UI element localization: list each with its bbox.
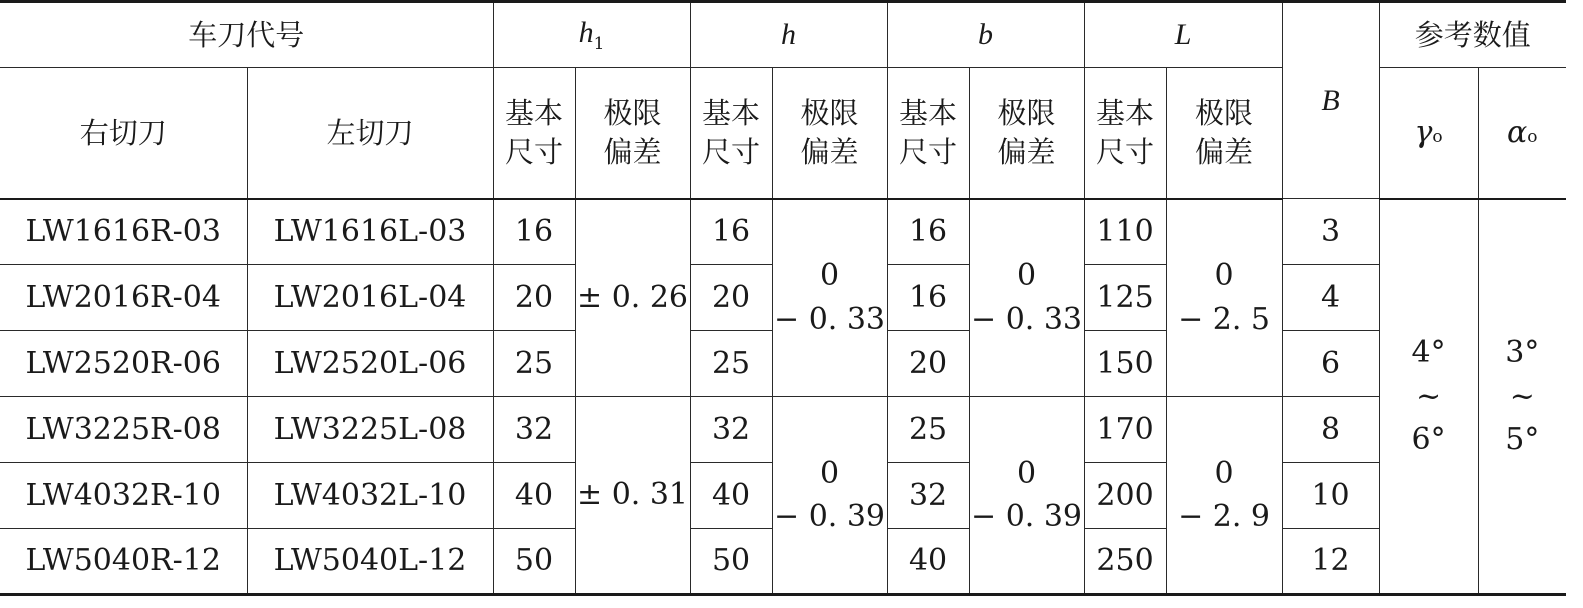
h1-symbol: h (578, 16, 594, 50)
h1-tolerance: ± 0. 26 (575, 199, 690, 397)
b-basic-value: 40 (887, 529, 969, 595)
right-cutter-code: LW2520R-06 (0, 331, 247, 397)
alpha-range: 3° ~ 5° (1478, 199, 1566, 595)
left-cutter-code: LW3225L-08 (247, 397, 493, 463)
header-B: B (1282, 2, 1379, 199)
header-L-limit: 极限 偏差 (1166, 68, 1282, 199)
header-alpha: αo (1478, 68, 1566, 199)
header-right-cutter: 右切刀 (0, 68, 247, 199)
L-basic-value: 250 (1084, 529, 1166, 595)
h1-basic-value: 32 (493, 397, 575, 463)
left-cutter-code: LW2520L-06 (247, 331, 493, 397)
header-gamma: γo (1379, 68, 1478, 199)
header-h1-basic: 基本 尺寸 (493, 68, 575, 199)
B-value: 6 (1282, 331, 1379, 397)
left-cutter-code: LW2016L-04 (247, 265, 493, 331)
L-basic-value: 170 (1084, 397, 1166, 463)
h1-basic-value: 16 (493, 199, 575, 265)
header-h1 (493, 2, 690, 68)
h-basic-value: 16 (690, 199, 772, 265)
L-tolerance: 0 − 2. 5 (1166, 199, 1282, 397)
gamma-range: 4° ~ 6° (1379, 199, 1478, 595)
right-cutter-code: LW5040R-12 (0, 529, 247, 595)
h-basic-value: 40 (690, 463, 772, 529)
h1-subscript: 1 (593, 34, 605, 55)
header-left-cutter: 左切刀 (247, 68, 493, 199)
left-cutter-code: LW4032L-10 (247, 463, 493, 529)
h-tolerance: 0 − 0. 33 (772, 199, 887, 397)
right-cutter-code: LW3225R-08 (0, 397, 247, 463)
table-row (0, 199, 1566, 265)
right-cutter-code: LW4032R-10 (0, 463, 247, 529)
left-cutter-code: LW5040L-12 (247, 529, 493, 595)
b-tolerance: 0 − 0. 33 (969, 199, 1084, 397)
header-reference: 参考数值 (1379, 2, 1566, 68)
B-value: 12 (1282, 529, 1379, 595)
left-cutter-code: LW1616L-03 (247, 199, 493, 265)
header-row-1 (0, 2, 1566, 68)
L-basic-value: 200 (1084, 463, 1166, 529)
h-basic-value: 25 (690, 331, 772, 397)
B-value: 8 (1282, 397, 1379, 463)
right-cutter-code: LW1616R-03 (0, 199, 247, 265)
B-value: 10 (1282, 463, 1379, 529)
table-row (0, 397, 1566, 463)
header-L: L (1084, 2, 1282, 68)
h-basic-value: 50 (690, 529, 772, 595)
header-L-basic: 基本 尺寸 (1084, 68, 1166, 199)
b-basic-value: 16 (887, 265, 969, 331)
b-basic-value: 20 (887, 331, 969, 397)
header-h-basic: 基本 尺寸 (690, 68, 772, 199)
b-basic-value: 32 (887, 463, 969, 529)
header-b-limit: 极限 偏差 (969, 68, 1084, 199)
header-tool-code: 车刀代号 (0, 2, 493, 68)
b-tolerance: 0 − 0. 39 (969, 397, 1084, 595)
header-h: h (690, 2, 887, 68)
B-value: 3 (1282, 199, 1379, 265)
h1-basic-value: 20 (493, 265, 575, 331)
L-basic-value: 150 (1084, 331, 1166, 397)
L-tolerance: 0 − 2. 9 (1166, 397, 1282, 595)
B-value: 4 (1282, 265, 1379, 331)
header-h-limit: 极限 偏差 (772, 68, 887, 199)
h1-basic-value: 50 (493, 529, 575, 595)
b-basic-value: 25 (887, 397, 969, 463)
header-b: b (887, 2, 1084, 68)
L-basic-value: 125 (1084, 265, 1166, 331)
header-b-basic: 基本 尺寸 (887, 68, 969, 199)
right-cutter-code: LW2016R-04 (0, 265, 247, 331)
h1-basic-value: 25 (493, 331, 575, 397)
h-tolerance: 0 − 0. 39 (772, 397, 887, 595)
L-basic-value: 110 (1084, 199, 1166, 265)
h-basic-value: 32 (690, 397, 772, 463)
h1-basic-value: 40 (493, 463, 575, 529)
b-basic-value: 16 (887, 199, 969, 265)
h-basic-value: 20 (690, 265, 772, 331)
h1-tolerance: ± 0. 31 (575, 397, 690, 595)
header-h1-limit: 极限 偏差 (575, 68, 690, 199)
